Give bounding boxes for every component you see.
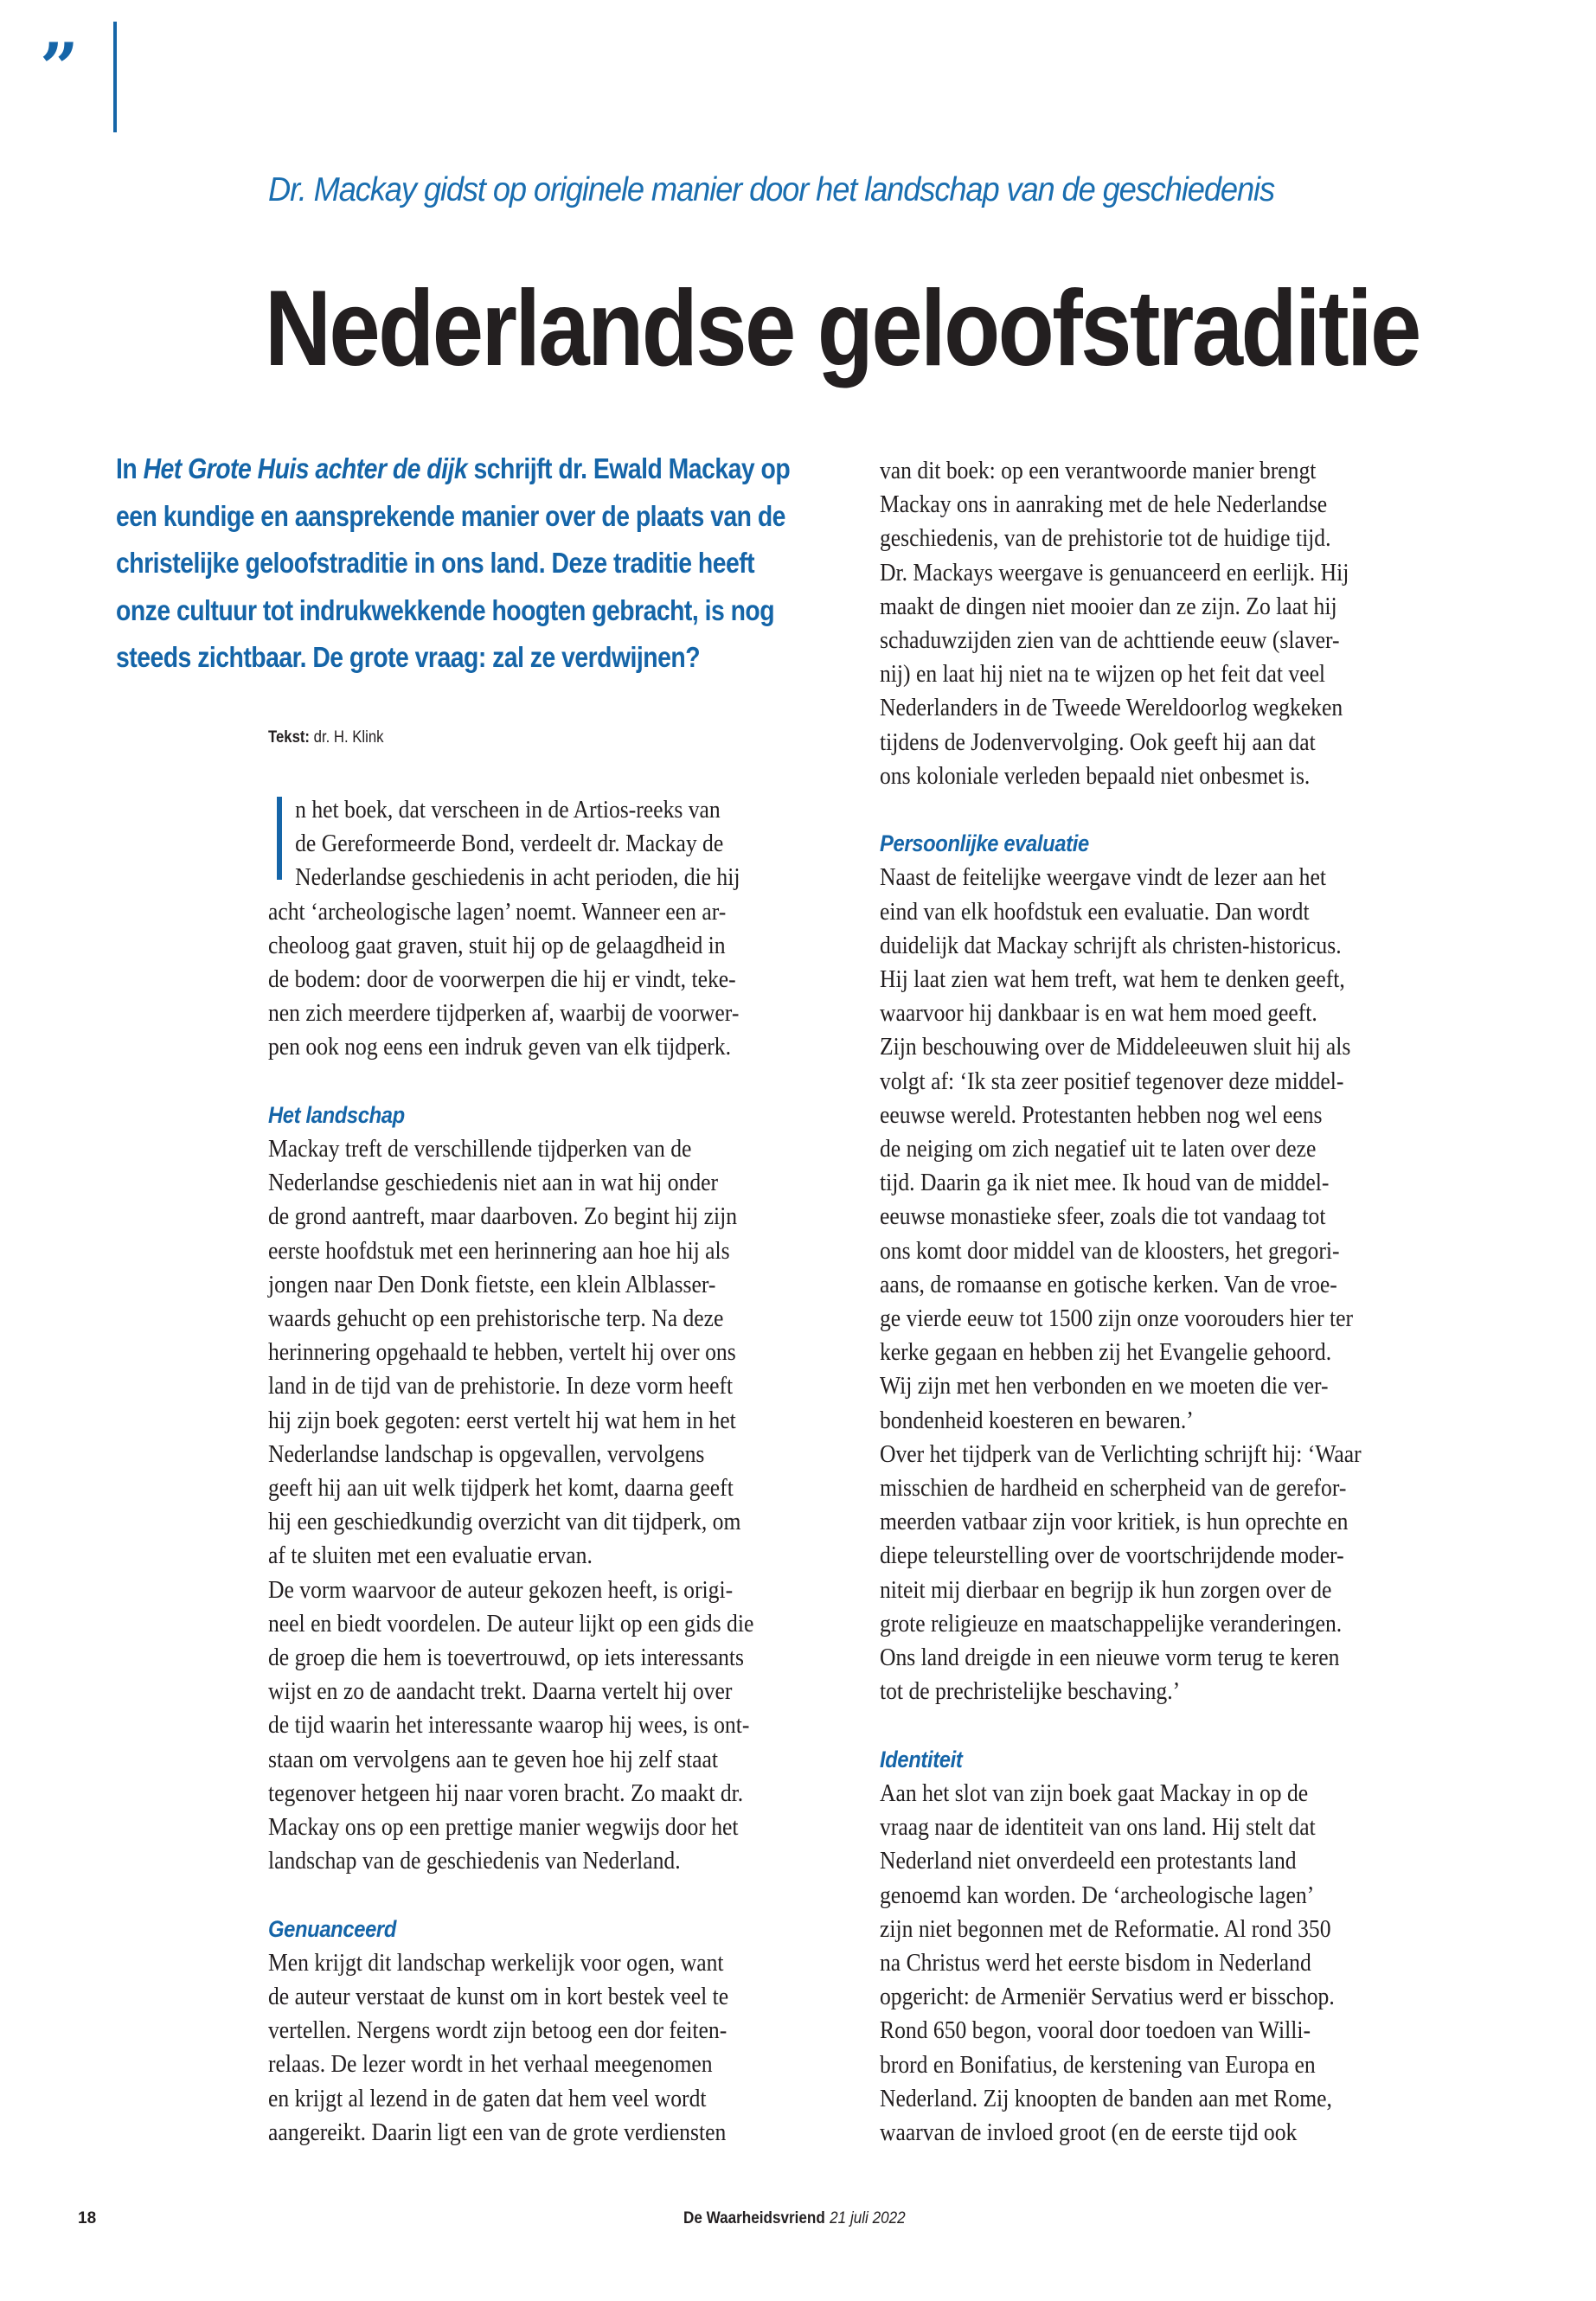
paragraph	[268, 793, 839, 1065]
paragraph-gap	[268, 1065, 839, 1099]
text-line: jongen naar Den Donk fietste, een klein Alblasser-	[268, 1271, 716, 1298]
paragraph	[880, 454, 1468, 793]
text-line: tot de prechristelijke beschaving.’	[880, 1678, 1181, 1706]
text-line: Over het tijdperk van de Verlichting schrijft hij: ‘Waar	[880, 1440, 1362, 1468]
text-line: eeuwse wereld. Protestanten hebben nog wel eens	[880, 1101, 1323, 1129]
text-line: bondenheid koesteren en bewaren.’	[880, 1407, 1194, 1434]
text-line: Mackay treft de verschillende tijdperken van de	[268, 1136, 692, 1163]
text-line: nij) en laat hij niet na te wijzen op het feit dat veel	[880, 661, 1326, 689]
paragraph-gap	[880, 793, 1468, 827]
text-line: geschiedenis, van de prehistorie tot de huidige tijd.	[880, 525, 1331, 553]
left-column	[268, 793, 839, 2150]
intro-line: onze cultuur tot indrukwekkende hoogten gebracht, is nog	[116, 593, 775, 626]
section-heading: Identiteit	[880, 1746, 963, 1772]
intro-line: In Het Grote Huis achter de dijk schrijft dr. Ewald Mackay op	[116, 452, 791, 484]
text-line: herinnering opgehaald te hebben, vertelt hij over ons	[268, 1339, 736, 1367]
text-line: geeft hij aan uit welk tijdperk het komt, daarna geeft	[268, 1475, 734, 1503]
magazine-name: De Waarheidsvriend	[683, 2209, 825, 2227]
text-line: cheoloog gaat graven, stuit hij op de gelaagdheid in	[268, 932, 726, 959]
paragraph	[268, 1946, 839, 2150]
text-line: van dit boek: op een verantwoorde manier brengt	[880, 458, 1317, 484]
section-heading: Genuanceerd	[268, 1915, 396, 1942]
text-line: waards gehucht op een prehistorische terp. Na deze	[268, 1305, 724, 1333]
paragraph-gap	[268, 1878, 839, 1912]
text-line: niteit mij dierbaar en begrijp ik hun zorgen over de	[880, 1576, 1332, 1604]
text-line: eind van elk hoofdstuk een evaluatie. Dan wordt	[880, 898, 1310, 926]
text-line: kerke gegaan en hebben zij het Evangelie gehoord.	[880, 1339, 1332, 1367]
text-line: af te sluiten met een evaluatie ervan.	[268, 1542, 593, 1570]
text-line: Aan het slot van zijn boek gaat Mackay in op de	[880, 1779, 1309, 1807]
byline-label: Tekst:	[268, 728, 311, 747]
text-line: en krijgt al lezend in de gaten dat hem veel wordt	[268, 2085, 707, 2112]
text-line: acht ‘archeologische lagen’ noemt. Wanneer een ar-	[268, 898, 727, 926]
text-line: schaduwzijden zien van de achttiende eeuw (slaver-	[880, 627, 1340, 655]
text-line: de auteur verstaat de kunst om in kort bestek veel te	[268, 1984, 729, 2011]
text-line: vraag naar de identiteit van ons land. Hij stelt dat	[880, 1814, 1316, 1842]
text-line: ge vierde eeuw tot 1500 zijn onze voorouders hier ter	[880, 1305, 1354, 1333]
text-line: landschap van de geschiedenis van Nederland.	[268, 1848, 681, 1875]
text-line: Nederlanders in de Tweede Wereldoorlog wegkeken	[880, 695, 1343, 722]
quote-mark-icon: ”	[40, 29, 79, 107]
text-line: staan om vervolgens aan te geven hoe hij zelf staat	[268, 1746, 719, 1773]
text-line: duidelijk dat Mackay schrijft als christen-historicus.	[880, 932, 1342, 959]
text-line: de grond aantreft, maar daarboven. Zo begint hij zijn	[268, 1203, 738, 1231]
intro-line: steeds zichtbaar. De grote vraag: zal ze verdwijnen?	[116, 641, 701, 673]
text-line: wijst en zo de aandacht trekt. Daarna vertelt hij over	[268, 1678, 733, 1706]
text-line: brord en Bonifatius, de kerstening van Europa en	[880, 2051, 1316, 2079]
text-line: Mackay ons in aanraking met de hele Nederlandse	[880, 491, 1328, 519]
book-title: Het Grote Huis achter de dijk	[143, 452, 468, 484]
section-heading: Persoonlijke evaluatie	[880, 830, 1089, 857]
text-line: ons komt door middel van de kloosters, het gregori-	[880, 1237, 1340, 1265]
text-line: meerden vatbaar zijn voor kritiek, is hun oprechte en	[880, 1509, 1349, 1536]
intro-line: een kundige en aansprekende manier over de plaats van de	[116, 499, 785, 532]
text-line: de Gereformeerde Bond, verdeelt dr. Mackay de	[295, 830, 724, 858]
text-line: Men krijgt dit landschap werkelijk voor ogen, want	[268, 1949, 724, 1977]
paragraph	[880, 1777, 1468, 2150]
text-line: tegenover hetgeen hij naar voren bracht. Zo maakt dr.	[268, 1779, 744, 1807]
text-line: hij een geschiedkundig overzicht van dit tijdperk, om	[268, 1509, 741, 1536]
text-line: De vorm waarvoor de auteur gekozen heeft, is origi-	[268, 1576, 734, 1604]
text-line: Nederlandse geschiedenis in acht perioden, die hij	[295, 864, 740, 892]
text-line: Ons land dreigde in een nieuwe vorm terug te keren	[880, 1644, 1340, 1672]
text-line: diepe teleurstelling over de voortschrijdende moder-	[880, 1542, 1344, 1570]
text-line: maakt de dingen niet mooier dan ze zijn. Zo laat hij	[880, 593, 1337, 620]
text-line: neel en biedt voordelen. De auteur lijkt op een gids die	[268, 1610, 754, 1638]
text-line: eerste hoofdstuk met een herinnering aan hoe hij als	[268, 1237, 730, 1265]
page-number: 18	[78, 2209, 97, 2227]
text-line: Dr. Mackays weergave is genuanceerd en eerlijk. Hij	[880, 559, 1349, 586]
text-line: vertellen. Nergens wordt zijn betoog een dor feiten-	[268, 2017, 727, 2045]
text-line: genoemd kan worden. De ‘archeologische lagen’	[880, 1881, 1315, 1909]
right-column	[880, 454, 1468, 2150]
text-line: land in de tijd van de prehistorie. In deze vorm heeft	[268, 1373, 734, 1400]
text-line: eeuwse monastieke sfeer, zoals die tot vandaag tot	[880, 1203, 1326, 1231]
text-line: tijdens de Jodenvervolging. Ook geeft hij aan dat	[880, 728, 1316, 756]
text-line: pen ook nog eens een indruk geven van elk tijdperk.	[268, 1034, 732, 1061]
text-line: Nederlandse geschiedenis niet aan in wat hij onder	[268, 1170, 719, 1197]
text-line: na Christus werd het eerste bisdom in Nederland	[880, 1949, 1311, 1977]
article-subtitle: Dr. Mackay gidst op originele manier door het landschap van de geschiedenis	[268, 171, 1274, 208]
text-line: relaas. De lezer wordt in het verhaal meegenomen	[268, 2051, 713, 2079]
text-line: grote religieuze en maatschappelijke veranderingen.	[880, 1610, 1343, 1638]
text-line: Naast de feitelijke weergave vindt de lezer aan het	[880, 864, 1326, 892]
text-line: Nederland. Zij knoopten de banden aan met Rome,	[880, 2085, 1332, 2112]
intro-lead	[116, 445, 877, 682]
text-line: volgt af: ‘Ik sta zeer positief tegenover deze middel-	[880, 1067, 1344, 1095]
text-line: Mackay ons op een prettige manier wegwijs door het	[268, 1814, 739, 1842]
footer-publication	[683, 2209, 906, 2228]
text-line: tijd. Daarin ga ik niet mee. Ik houd van de middel-	[880, 1170, 1330, 1197]
text-line: Wij zijn met hen verbonden en we moeten die ver-	[880, 1373, 1329, 1400]
article-title: Nederlandse geloofstraditie	[265, 269, 1420, 388]
accent-rule	[113, 22, 117, 132]
text-line: Hij laat zien wat hem treft, wat hem te denken geeft,	[880, 966, 1345, 994]
paragraph	[880, 861, 1468, 1708]
text-line: Zijn beschouwing over de Middeleeuwen sluit hij als	[880, 1034, 1351, 1061]
text-line: Nederlandse landschap is opgevallen, vervolgens	[268, 1440, 705, 1468]
intro-line: christelijke geloofstraditie in ons land. Deze traditie heeft	[116, 547, 755, 579]
byline-author: dr. H. Klink	[310, 728, 384, 747]
text-line: waarvan de invloed groot (en de eerste tijd ook	[880, 2118, 1298, 2146]
text-line: hij zijn boek gegoten: eerst vertelt hij wat hem in het	[268, 1407, 736, 1434]
text-line: zijn niet begonnen met de Reformatie. Al rond 350	[880, 1915, 1331, 1943]
text-line: opgericht: de Armeniër Servatius werd er bisschop.	[880, 1984, 1335, 2011]
text-line: misschien de hardheid en scherpheid van de gerefor-	[880, 1475, 1347, 1503]
text-line: de tijd waarin het interessante waarop hij wees, is ont-	[268, 1712, 750, 1740]
text-line: aans, de romaanse en gotische kerken. Van de vroe-	[880, 1271, 1337, 1298]
issue-date: 21 juli 2022	[830, 2209, 906, 2227]
text-line: nen zich meerdere tijdperken af, waarbij de voorwer-	[268, 1000, 740, 1028]
text-line: de groep die hem is toevertrouwd, op iets interessants	[268, 1644, 744, 1672]
text-line: Nederland niet onverdeeld een protestants land	[880, 1848, 1297, 1875]
byline	[268, 728, 384, 747]
paragraph	[268, 1132, 839, 1878]
text-line: aangereikt. Daarin ligt een van de grote verdiensten	[268, 2118, 727, 2146]
text-line: de neiging om zich negatief uit te laten over deze	[880, 1136, 1317, 1163]
text-line: waarvoor hij dankbaar is en wat hem moed geeft.	[880, 1000, 1317, 1028]
text-line: Rond 650 begon, vooral door toedoen van Willi-	[880, 2017, 1311, 2045]
paragraph-gap	[880, 1709, 1468, 1743]
text-line: de bodem: door de voorwerpen die hij er vindt, teke-	[268, 966, 736, 994]
section-heading: Het landschap	[268, 1101, 405, 1128]
text-line: ons koloniale verleden bepaald niet onbesmet is.	[880, 762, 1311, 790]
text-line: n het boek, dat verscheen in de Artios-reeks van	[295, 797, 721, 824]
